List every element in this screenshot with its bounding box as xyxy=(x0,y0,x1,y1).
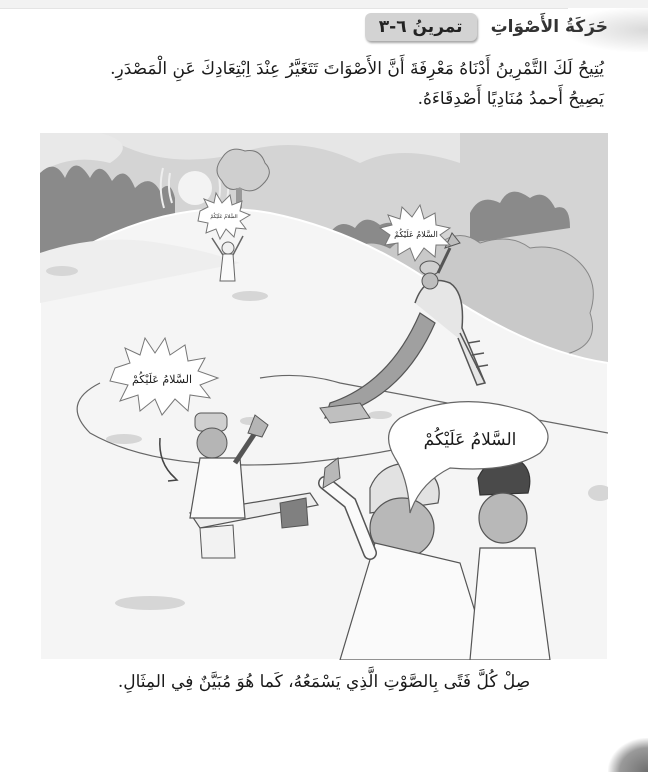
speech-bubble-far-text: السَّلامُ عَلَيْكُمْ xyxy=(210,214,238,220)
speech-bubble-main-text: السَّلامُ عَلَيْكُمْ xyxy=(423,430,517,450)
intro-text xyxy=(34,54,604,114)
exercise-title: حَرَكَةُ الأَصْوَاتِ xyxy=(490,17,608,37)
instruction-text: صِلْ كُلَّ فَتًى بِالصَّوْتِ الَّذِي يَسْمَعُهُ، كَما هُوَ مُبَيَّنٌ فِي المِثَالِ. xyxy=(117,672,531,692)
intro-line-2: يَصِيحُ أَحمدُ مُنَادِيًا أَصْدِقَاءَهُ. xyxy=(417,89,604,109)
speech-bubble-bench-text: السَّلامُ عَلَيْكُمْ xyxy=(131,373,193,386)
top-bar xyxy=(0,0,648,9)
speech-bubble-slide-text: السَّلامُ عَلَيْكُمْ xyxy=(394,230,438,239)
exercise-badge: تمرينُ ٦-٣ xyxy=(365,13,477,41)
page-corner-decoration xyxy=(608,738,648,772)
illustration-playground xyxy=(40,133,608,660)
exercise-header xyxy=(365,12,608,42)
intro-line-1: يُتِيحُ لَكَ التَّمْرِينُ أَدْنَاهُ مَعْرِفَةَ أَنَّ الأَصْوَاتَ تَتَغَيَّرُ عِنْدَ اِبْتِعَادِكَ عَنِ الْمَصْدَرِ. xyxy=(110,59,604,79)
